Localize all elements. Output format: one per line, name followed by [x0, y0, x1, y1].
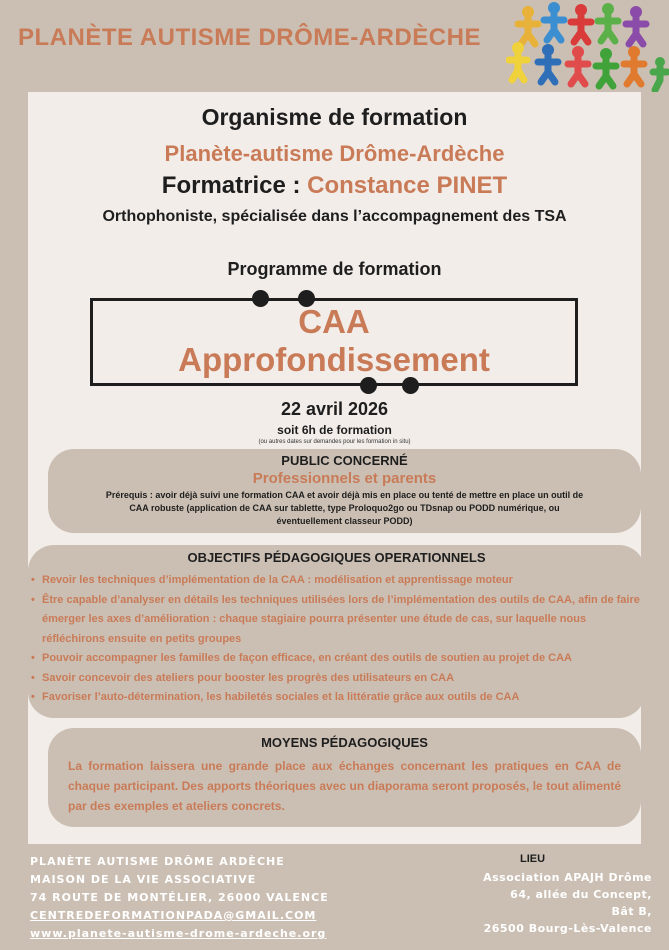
footer-venue-line: MAISON DE LA VIE ASSOCIATIVE [30, 873, 257, 886]
session-note: (ou autres dates sur demandes pour les formation in situ) [258, 439, 411, 445]
left-margin-band [0, 92, 28, 844]
trainer-name: Constance PINET [307, 172, 508, 199]
session-date: 22 avril 2026 [280, 399, 389, 419]
lieu-line: Bât B, [611, 905, 652, 918]
moyens-text: La formation laissera une grande place aux échanges concernant les pratiques en CAA de chaque participant. Des apports théoriques avec un diaporama seront proposés, le tout alimenté par des exemples et ateliers concrets. [68, 759, 621, 813]
public-title: PUBLIC CONCERNÉ [281, 453, 408, 468]
footer-address-line: 74 ROUTE DE MONTÉLIER, 26000 VALENCE [30, 891, 329, 904]
objective-item: • Favoriser l’auto-détermination, les habiletés sociales et la littératie grâce aux outils de CAA [30, 688, 642, 708]
lieu-line: Association APAJH Drôme [483, 871, 652, 884]
lieu-line: 26500 Bourg-Lès-Valence [483, 922, 652, 935]
course-title-line2: Approfondissement [178, 341, 490, 378]
prerequisites-text: Prérequis : avoir déjà suivi une formation CAA et avoir déjà mis en place ou tenté de mettre en place un outil de CAA robuste (application de CAA sur tablette, type Proloquo2go ou TDsnap ou PODD numérique, ou éventuellement classeur PODD) [105, 490, 584, 526]
moyens-title: MOYENS PÉDAGOGIQUES [261, 735, 428, 750]
objective-item: • Revoir les techniques d’implémentation de la CAA : modélisation et apprentissage moteur [30, 571, 642, 591]
trainer-heading [28, 172, 641, 200]
org-name-heading: PLANÈTE AUTISME DRÔME-ARDÈCHE [18, 24, 481, 51]
right-margin-band [641, 92, 669, 844]
course-title [90, 303, 578, 379]
objective-item: • Savoir concevoir des ateliers pour booster les progrès des utilisateurs en CAA [30, 669, 642, 689]
footer-website-link[interactable]: www.planete-autisme-drome-ardeche.org [30, 927, 327, 940]
objectives-title: OBJECTIFS PÉDAGOGIQUES OPERATIONNELS [187, 550, 486, 565]
frame-dot [360, 377, 377, 394]
session-duration: soit 6h de formation [277, 423, 392, 437]
footer-contact [30, 853, 390, 943]
objective-item: • Être capable d’analyser en détails les techniques utilisées lors de l’implémentation des outils de CAA, afin de faire émerger les axes d’amélioration : chaque stagiaire pourra présenter une étude de cas, sur laquelle nous réfléchirons ensuite en petits groupes [30, 591, 642, 650]
people-group-icon [506, 0, 669, 100]
trainer-label: Formatrice : [161, 172, 301, 199]
objective-item: • Pouvoir accompagner les familles de façon efficace, en créant des outils de soutien au projet de CAA [30, 649, 642, 669]
lieu-line: 64, allée du Concept, [510, 888, 652, 901]
objectives-list [30, 571, 642, 708]
public-subtitle: Professionnels et parents [252, 470, 437, 487]
lieu-address [452, 869, 652, 937]
frame-dot [402, 377, 419, 394]
trainer-role: Orthophoniste, spécialisée dans l’accompagnement des TSA [102, 208, 567, 225]
footer-email-link[interactable]: CENTREDEFORMATIONPADA@GMAIL.COM [30, 909, 317, 922]
course-title-line1: CAA [298, 303, 370, 340]
lieu-title: LIEU [520, 853, 546, 865]
footer-org-line: PLANÈTE AUTISME DRÔME ARDÈCHE [30, 855, 285, 868]
programme-heading: Programme de formation [227, 259, 442, 279]
organisme-heading: Organisme de formation [201, 104, 468, 130]
organisme-name: Planète-autisme Drôme-Ardèche [164, 141, 505, 166]
